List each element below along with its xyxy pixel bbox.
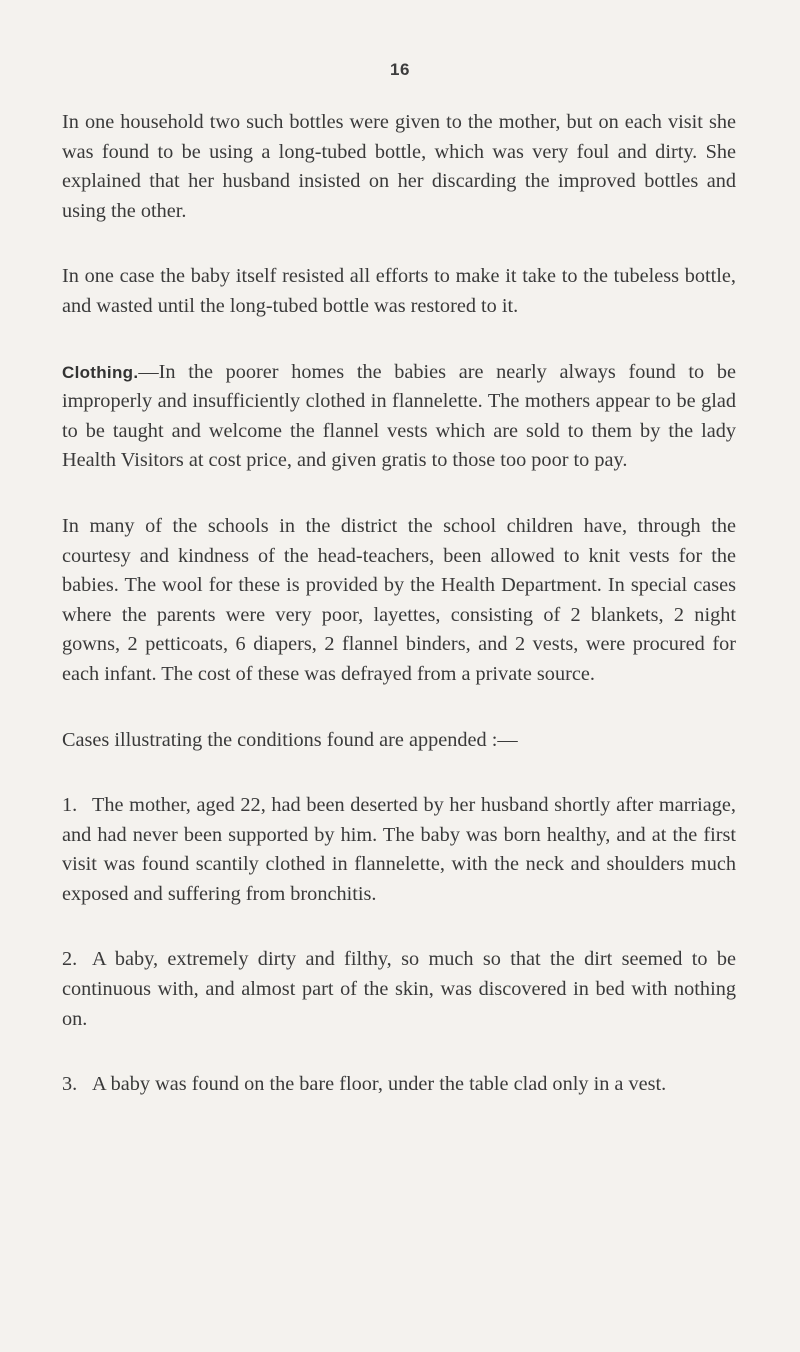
- case-item: [62, 1070, 736, 1100]
- case-text: A baby, extremely dirty and filthy, so much so that the dirt seemed to be continuous with, and almost part of the skin, was discovered in bed with nothing on.: [62, 948, 736, 1030]
- case-number: 1.: [62, 794, 78, 817]
- paragraph-text: Cases illustrating the conditions found are appended :—: [62, 728, 518, 751]
- case-item: [62, 791, 736, 909]
- case-number: 3.: [62, 1073, 78, 1096]
- paragraph-text: In one case the baby itself resisted all efforts to make it take to the tubeless bottle, and wasted until the long-tubed bottle was restored to it.: [62, 265, 736, 317]
- case-item: [62, 945, 736, 1034]
- paragraph-text: In many of the schools in the district the school children have, through the courtesy and kindness of the head-teachers, been allowed to knit vests for the babies. The wool for these is provided by the Health Department. In special cases where the parents were very poor, layettes, consisting of 2 blankets, 2 night gowns, 2 petticoats, 6 diapers, 2 flannel binders, and 2 vests, were procured for each infant. The cost of these was defrayed from a private source.: [62, 514, 736, 685]
- paragraph-text: In one household two such bottles were given to the mother, but on each visit she was found to be using a long-tubed bottle, which was very foul and dirty. She explained that her husband insisted on her discarding the improved bottles and using the other.: [62, 111, 736, 222]
- paragraph-tubeless-bottle: [62, 262, 736, 321]
- paragraph-schools-vests: [62, 512, 736, 690]
- paragraph-text: —In the poorer homes the babies are nearly always found to be improperly and insufficiently clothed in flannelette. The mothers appear to be glad to be taught and welcome the flannel vests which are sold to them by the lady Health Visitors at cost price, and given gratis to those too poor to pay.: [62, 360, 736, 472]
- case-text: A baby was found on the bare floor, under the table clad only in a vest.: [92, 1073, 667, 1096]
- case-text: The mother, aged 22, had been deserted by her husband shortly after marriage, and had never been supported by him. The baby was born healthy, and at the first visit was found scantily clothed in flannelette, with the neck and shoulders much exposed and suffering from bronchitis.: [62, 794, 736, 905]
- case-number: 2.: [62, 948, 78, 971]
- paragraph-household-bottles: [62, 108, 736, 226]
- paragraph-cases-intro: [62, 726, 736, 756]
- section-heading-clothing: Clothing.: [62, 362, 139, 382]
- page-number: 16: [390, 60, 410, 79]
- body-text: [62, 108, 736, 1136]
- paragraph-clothing: [62, 358, 736, 476]
